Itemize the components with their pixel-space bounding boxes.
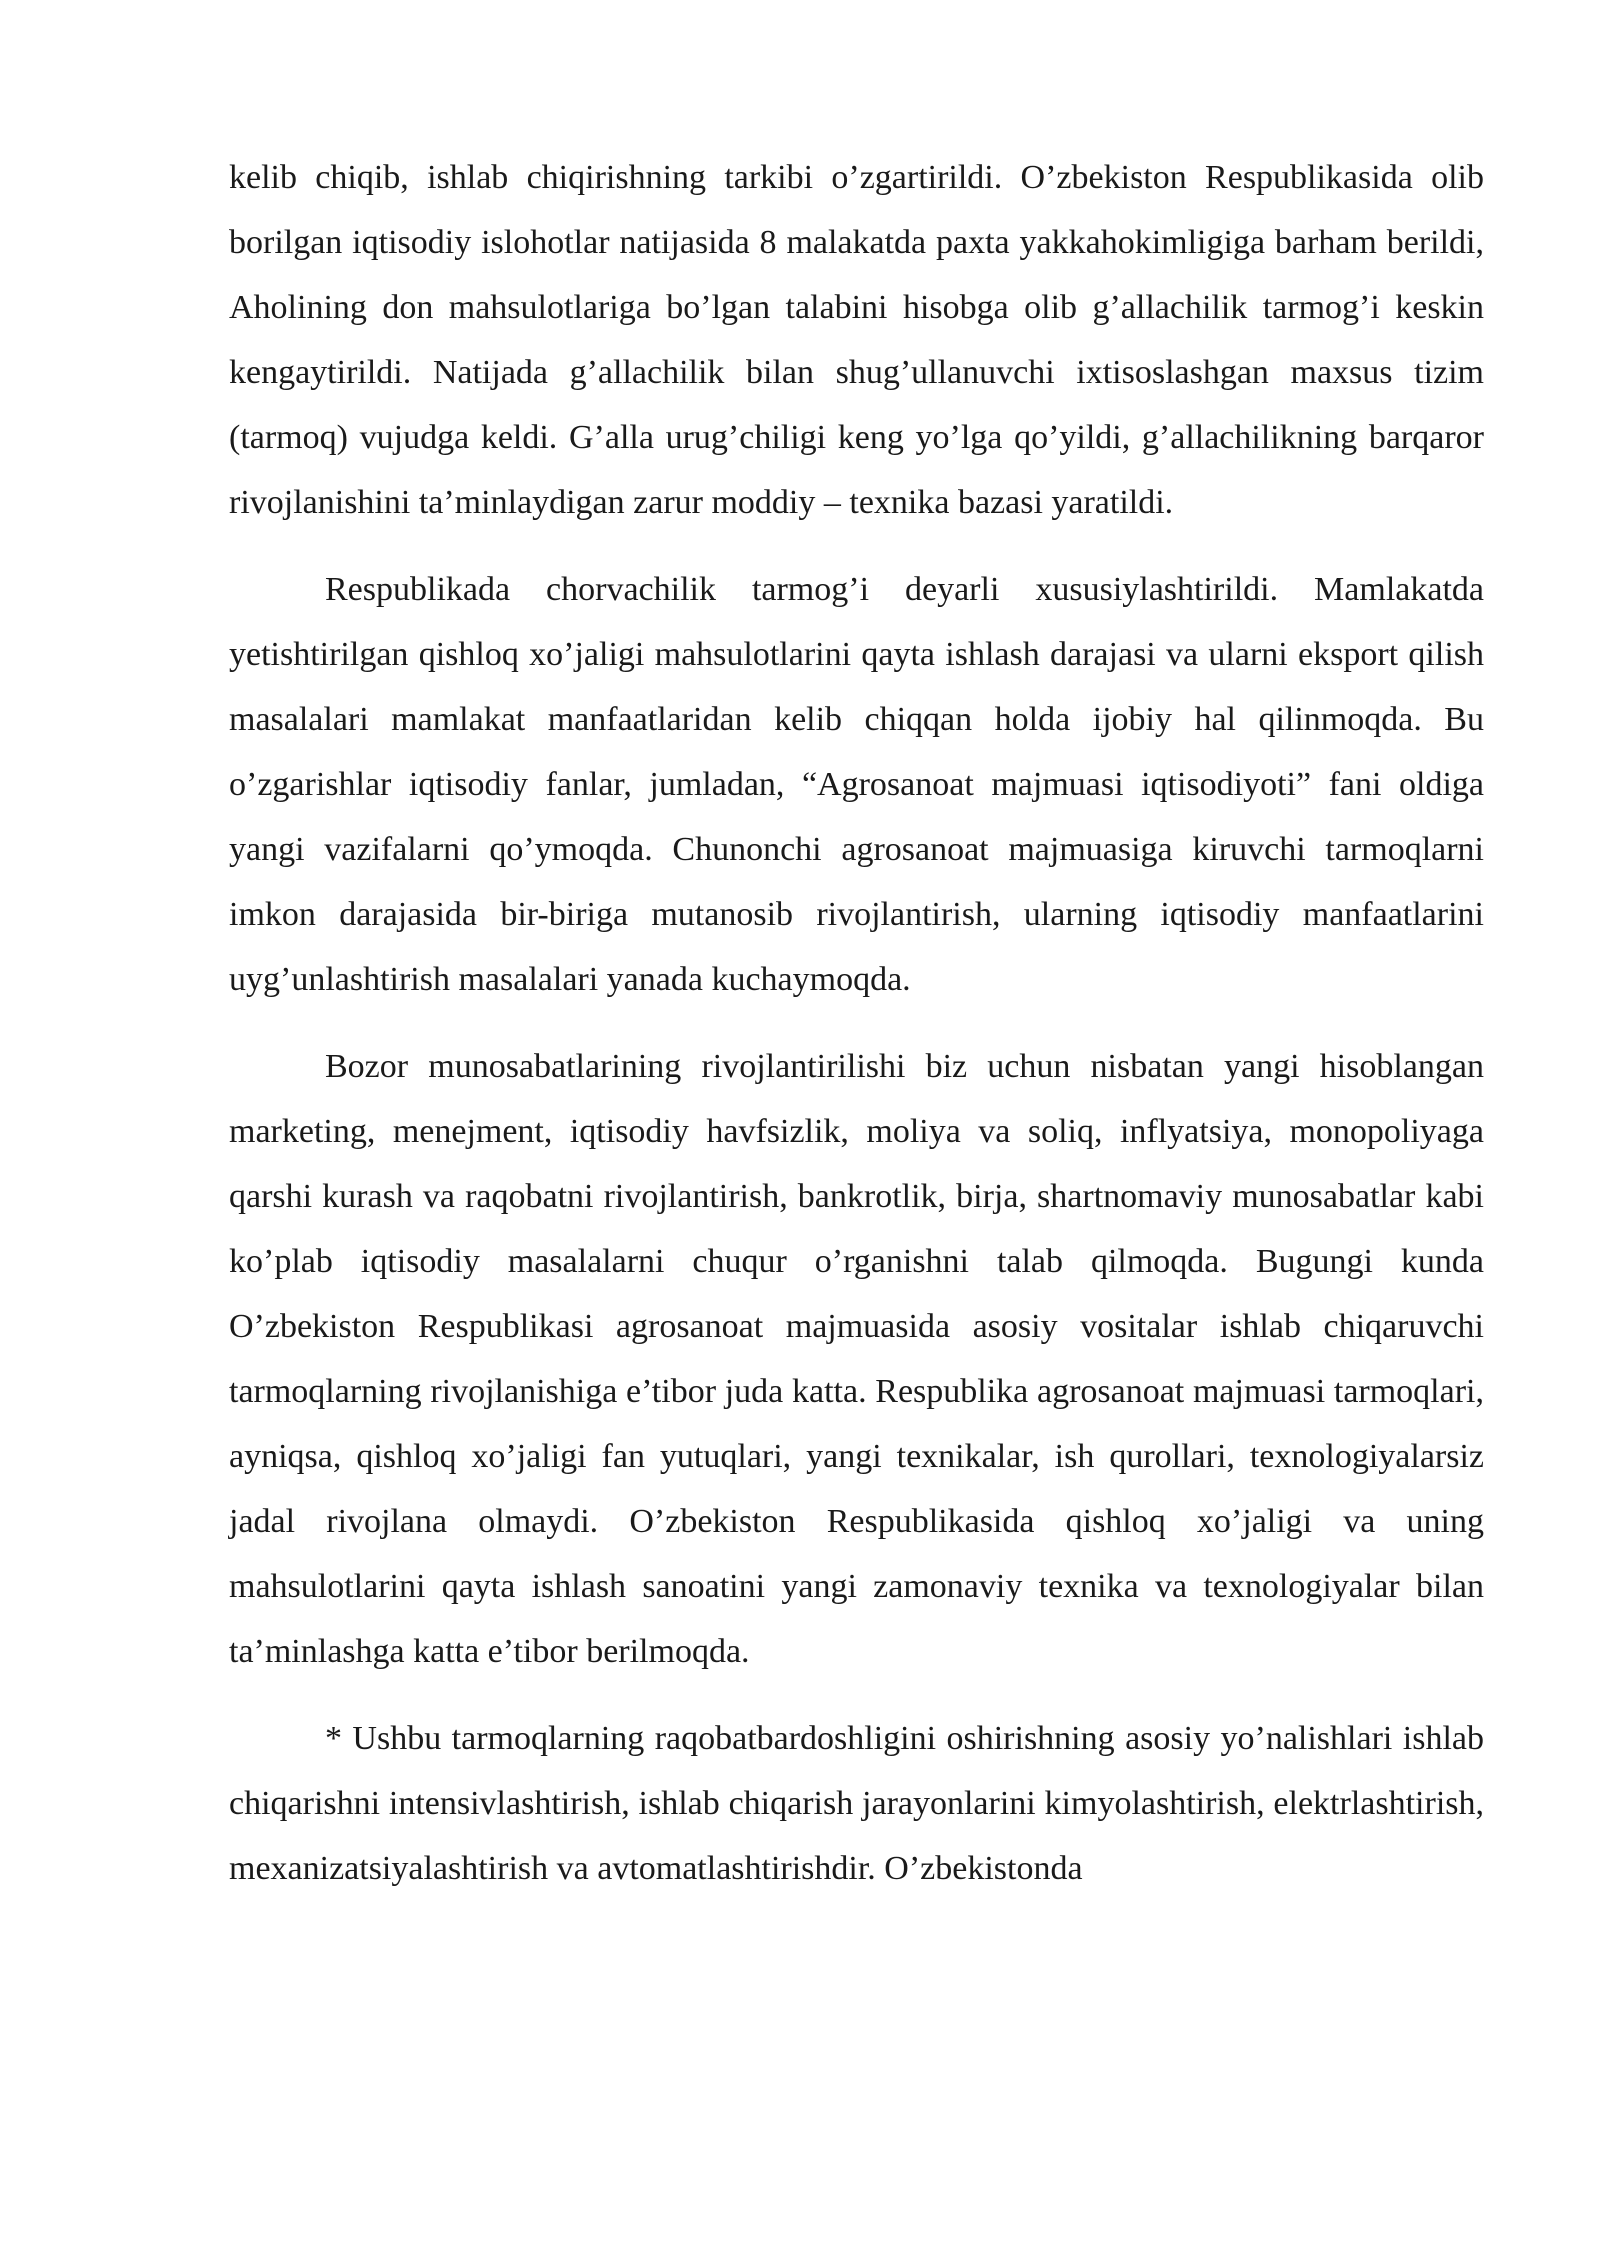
paragraph-2: Respublikada chorvachilik tarmog’i deyarli xususiylashtirildi. Mamlakatda yetishtirilgan qishloq xo’jaligi mahsulotlarini qayta ishlash darajasi va ularni eksport qilish masalalari mamlakat manfaatlaridan kelib chiqqan holda ijobiy hal qilinmoqda. Bu o’zgarishlar iqtisodiy fanlar, jumladan, “Agrosanoat majmuasi iqtisodiyoti” fani oldiga yangi vazifalarni qo’ymoqda. Chunonchi agrosanoat majmuasiga kiruvchi tarmoqlarni imkon darajasida bir-biriga mutanosib rivojlantirish, ularning iqtisodiy manfaatlarini uyg’unlashtirish masalalari yanada kuchaymoqda. [229, 571, 1484, 998]
paragraph-4: * Ushbu tarmoqlarning raqobatbardoshligini oshirishning asosiy yo’nalishlari ishlab chiqarishni intensivlashtirish, ishlab chiqarish jarayonlarini kimyolashtirish, elektrlashtirish, mexanizatsiyalashtirish va avtomatlashtirishdir. O’zbekistonda [229, 1720, 1484, 1887]
paragraph-3: Bozor munosabatlarining rivojlantirilishi biz uchun nisbatan yangi hisoblangan marketing, menejment, iqtisodiy havfsizlik, moliya va soliq, inflyatsiya, monopoliyaga qarshi kurash va raqobatni rivojlantirish, bankrotlik, birja, shartnomaviy munosabatlar kabi ko’plab iqtisodiy masalalarni chuqur o’rganishni talab qilmoqda. Bugungi kunda O’zbekiston Respublikasi agrosanoat majmuasida asosiy vositalar ishlab chiqaruvchi tarmoqlarning rivojlanishiga e’tibor juda katta. Respublika agrosanoat majmuasi tarmoqlari, ayniqsa, qishloq xo’jaligi fan yutuqlari, yangi texnikalar, ish qurollari, texnologiyalarsiz jadal rivojlana olmaydi. O’zbekiston Respublikasida qishloq xo’jaligi va uning mahsulotlarini qayta ishlash sanoatini yangi zamonaviy texnika va texnologiyalar bilan ta’minlashga katta e’tibor berilmoqda. [229, 1048, 1484, 1670]
document-page [229, 145, 1484, 1901]
paragraph-1: kelib chiqib, ishlab chiqirishning tarkibi o’zgartirildi. O’zbekiston Respublikasida olib borilgan iqtisodiy islohotlar natijasida 8 malakatda paxta yakkahokimligiga barham berildi, Aholining don mahsulotlariga bo’lgan talabini hisobga olib g’allachilik tarmog’i keskin kengaytirildi. Natijada g’allachilik bilan shug’ullanuvchi ixtisoslashgan maxsus tizim (tarmoq) vujudga keldi. G’alla urug’chiligi keng yo’lga qo’yildi, g’allachilikning barqaror rivojlanishini ta’minlaydigan zarur moddiy – texnika bazasi yaratildi. [229, 159, 1484, 521]
